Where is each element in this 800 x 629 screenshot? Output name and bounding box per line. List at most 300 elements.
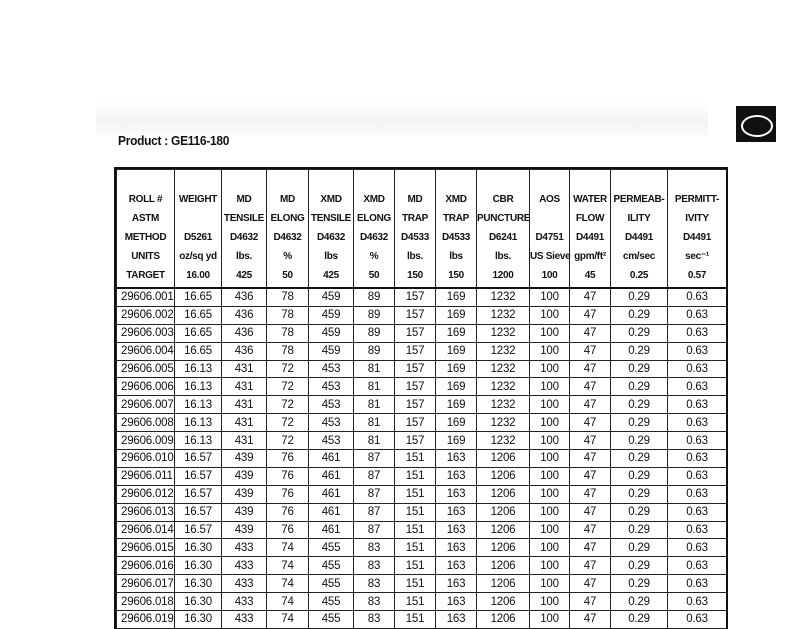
table-cell: 433 — [222, 611, 267, 629]
table-cell: 100 — [530, 378, 570, 396]
column-header-line: UNITS — [131, 251, 160, 262]
column-header-line: lbs. — [494, 251, 512, 262]
column-header-line: 425 — [323, 270, 339, 281]
column-header — [570, 170, 611, 289]
table-cell: 83 — [354, 557, 395, 575]
column-header — [395, 170, 436, 289]
table-cell: 47 — [570, 450, 611, 468]
table-cell: 81 — [354, 396, 395, 414]
table-cell: 151 — [395, 539, 436, 557]
table-cell: 455 — [309, 575, 354, 593]
table-cell: 47 — [570, 575, 611, 593]
table-cell: 1206 — [477, 557, 530, 575]
table-row — [117, 575, 727, 593]
table-cell: 169 — [436, 288, 477, 306]
column-header — [668, 170, 727, 289]
table-row — [117, 414, 727, 432]
table-cell: 1232 — [477, 360, 530, 378]
table-cell: 16.57 — [175, 485, 222, 503]
column-header-line: D4533 — [401, 232, 429, 243]
column-header-line: 0.57 — [687, 270, 707, 281]
table-cell: 436 — [222, 306, 267, 324]
table-cell: 455 — [309, 593, 354, 611]
table-cell: 169 — [436, 432, 477, 450]
product-title: Product : GE116-180 — [118, 133, 230, 148]
table-cell: 47 — [570, 432, 611, 450]
table-cell: 47 — [570, 306, 611, 324]
table-cell: 100 — [530, 557, 570, 575]
table-cell: 151 — [395, 521, 436, 539]
table-cell: 433 — [222, 593, 267, 611]
table-cell: 0.29 — [611, 432, 668, 450]
header-row — [117, 170, 727, 289]
table-cell: 0.29 — [611, 611, 668, 629]
table-cell: 81 — [354, 360, 395, 378]
table-cell: 100 — [530, 360, 570, 378]
table-cell: 0.29 — [611, 485, 668, 503]
column-header-line: D4632 — [230, 232, 258, 243]
roll-number-cell: 29606.019 — [117, 611, 175, 629]
table-cell: 1232 — [477, 288, 530, 306]
table-cell: 100 — [530, 450, 570, 468]
column-header-line: ILITY — [627, 213, 651, 224]
table-cell: 81 — [354, 378, 395, 396]
table-row — [117, 593, 727, 611]
column-header-line: % — [283, 251, 292, 262]
roll-number-cell: 29606.005 — [117, 360, 175, 378]
table-cell: 16.65 — [175, 306, 222, 324]
table-cell: 0.29 — [611, 288, 668, 306]
table-row — [117, 557, 727, 575]
column-header — [477, 170, 530, 289]
column-header-line: MD — [280, 194, 295, 205]
table-row — [117, 432, 727, 450]
column-header-line: % — [369, 251, 379, 262]
table-cell: 47 — [570, 539, 611, 557]
roll-number-cell: 29606.011 — [117, 467, 175, 485]
table-cell: 0.63 — [668, 485, 727, 503]
table-cell: 1206 — [477, 575, 530, 593]
table-row — [117, 378, 727, 396]
column-header-line: ELONG — [270, 213, 305, 224]
table-cell: 16.65 — [175, 288, 222, 306]
table-cell: 163 — [436, 503, 477, 521]
table-cell: 0.63 — [668, 360, 727, 378]
table-cell: 0.63 — [668, 414, 727, 432]
table-cell: 1232 — [477, 396, 530, 414]
table-cell: 16.57 — [175, 467, 222, 485]
table-cell: 1206 — [477, 521, 530, 539]
table-row — [117, 503, 727, 521]
table-cell: 47 — [570, 593, 611, 611]
roll-number-cell: 29606.007 — [117, 396, 175, 414]
column-header — [309, 170, 354, 289]
table-cell: 47 — [570, 414, 611, 432]
table-cell: 1232 — [477, 378, 530, 396]
table-cell: 100 — [530, 521, 570, 539]
table-cell: 0.29 — [611, 593, 668, 611]
table-cell: 0.63 — [668, 593, 727, 611]
table-cell: 47 — [570, 378, 611, 396]
table-cell: 100 — [530, 306, 570, 324]
table-cell: 87 — [354, 467, 395, 485]
table-row — [117, 324, 727, 342]
table-cell: 0.63 — [668, 288, 727, 306]
column-header-line: D4751 — [535, 232, 564, 243]
table-cell: 169 — [436, 342, 477, 360]
roll-number-cell: 29606.004 — [117, 342, 175, 360]
table-cell: 0.29 — [611, 450, 668, 468]
table-cell: 0.63 — [668, 557, 727, 575]
table-cell: 459 — [309, 342, 354, 360]
table-row — [117, 396, 727, 414]
table-cell: 169 — [436, 396, 477, 414]
table-cell: 16.13 — [175, 432, 222, 450]
column-header — [267, 170, 309, 289]
column-header-line: ROLL # — [128, 194, 163, 205]
column-header-line: lbs — [324, 251, 338, 262]
column-header — [436, 170, 477, 289]
test-results-table — [116, 169, 727, 629]
table-cell: 89 — [354, 288, 395, 306]
table-cell: 1206 — [477, 593, 530, 611]
column-header-line — [530, 209, 569, 228]
table-cell: 151 — [395, 575, 436, 593]
column-header-line: XMD — [363, 194, 385, 205]
roll-number-cell: 29606.016 — [117, 557, 175, 575]
table-cell: 461 — [309, 467, 354, 485]
table-cell: 16.30 — [175, 575, 222, 593]
table-cell: 100 — [530, 575, 570, 593]
table-cell: 72 — [267, 432, 309, 450]
table-cell: 439 — [222, 450, 267, 468]
table-cell: 47 — [570, 324, 611, 342]
table-cell: 439 — [222, 503, 267, 521]
table-cell: 151 — [395, 485, 436, 503]
table-cell: 100 — [530, 539, 570, 557]
table-cell: 0.63 — [668, 432, 727, 450]
table-cell: 163 — [436, 485, 477, 503]
table-cell: 87 — [354, 503, 395, 521]
table-cell: 0.29 — [611, 306, 668, 324]
table-cell: 453 — [309, 414, 354, 432]
test-results-table-frame — [114, 167, 728, 629]
table-cell: 169 — [436, 360, 477, 378]
table-row — [117, 288, 727, 306]
table-cell: 47 — [570, 288, 611, 306]
table-cell: 157 — [395, 288, 436, 306]
table-cell: 0.29 — [611, 360, 668, 378]
column-header-line: US Sieve — [530, 251, 571, 262]
table-cell: 83 — [354, 539, 395, 557]
table-cell: 74 — [267, 575, 309, 593]
table-cell: 87 — [354, 521, 395, 539]
column-header-line: METHOD — [124, 232, 167, 243]
table-cell: 431 — [222, 414, 267, 432]
column-header-line: D4632 — [360, 232, 388, 243]
table-cell: 453 — [309, 432, 354, 450]
table-cell: 72 — [267, 396, 309, 414]
table-cell: 157 — [395, 360, 436, 378]
column-header — [530, 170, 570, 289]
column-header-line: 50 — [282, 270, 293, 281]
table-cell: 0.29 — [611, 521, 668, 539]
table-cell: 100 — [530, 467, 570, 485]
table-cell: 433 — [222, 575, 267, 593]
column-header-line: ASTM — [131, 213, 160, 224]
table-cell: 47 — [570, 342, 611, 360]
column-header-line: ELONG — [356, 213, 392, 224]
table-cell: 431 — [222, 360, 267, 378]
table-cell: 100 — [530, 288, 570, 306]
table-cell: 47 — [570, 485, 611, 503]
column-header-line: FLOW — [575, 213, 605, 224]
table-cell: 0.63 — [668, 467, 727, 485]
table-cell: 16.57 — [175, 450, 222, 468]
table-cell: 163 — [436, 450, 477, 468]
table-cell: 1232 — [477, 306, 530, 324]
table-cell: 72 — [267, 360, 309, 378]
table-cell: 461 — [309, 485, 354, 503]
roll-number-cell: 29606.014 — [117, 521, 175, 539]
table-cell: 78 — [267, 288, 309, 306]
table-cell: 0.63 — [668, 575, 727, 593]
table-cell: 151 — [395, 611, 436, 629]
column-header-line: D5261 — [184, 232, 212, 243]
table-cell: 157 — [395, 396, 436, 414]
table-cell: 74 — [267, 611, 309, 629]
table-cell: 100 — [530, 611, 570, 629]
column-header-line: TRAP — [442, 213, 470, 224]
table-cell: 78 — [267, 306, 309, 324]
table-cell: 0.63 — [668, 611, 727, 629]
table-cell: 436 — [222, 342, 267, 360]
table-cell: 74 — [267, 557, 309, 575]
table-cell: 459 — [309, 324, 354, 342]
table-cell: 436 — [222, 288, 267, 306]
table-cell: 74 — [267, 593, 309, 611]
table-cell: 1232 — [477, 432, 530, 450]
table-cell: 455 — [309, 611, 354, 629]
table-cell: 100 — [530, 396, 570, 414]
table-cell: 1206 — [477, 539, 530, 557]
table-cell: 100 — [530, 324, 570, 342]
table-cell: 16.30 — [175, 557, 222, 575]
table-cell: 431 — [222, 432, 267, 450]
roll-number-cell: 29606.018 — [117, 593, 175, 611]
table-cell: 163 — [436, 557, 477, 575]
table-cell: 157 — [395, 306, 436, 324]
table-row — [117, 467, 727, 485]
table-cell: 100 — [530, 432, 570, 450]
table-cell: 0.29 — [611, 557, 668, 575]
oval-icon — [741, 115, 773, 137]
table-cell: 169 — [436, 324, 477, 342]
column-header-line: D4632 — [317, 232, 345, 243]
column-header-line: D4533 — [442, 232, 470, 243]
table-cell: 151 — [395, 503, 436, 521]
table-cell: 459 — [309, 288, 354, 306]
table-cell: 439 — [222, 485, 267, 503]
table-cell: 0.63 — [668, 450, 727, 468]
roll-number-cell: 29606.017 — [117, 575, 175, 593]
column-header-line: D6241 — [489, 232, 517, 243]
table-cell: 433 — [222, 557, 267, 575]
table-cell: 0.63 — [668, 539, 727, 557]
column-header-line: IVITY — [685, 213, 709, 224]
table-cell: 16.13 — [175, 396, 222, 414]
table-cell: 16.13 — [175, 378, 222, 396]
column-header — [354, 170, 395, 289]
table-cell: 83 — [354, 575, 395, 593]
column-header — [222, 170, 267, 289]
column-header-line: MD — [407, 194, 423, 205]
table-cell: 16.30 — [175, 593, 222, 611]
table-cell: 157 — [395, 378, 436, 396]
table-cell: 459 — [309, 306, 354, 324]
column-header-line: 50 — [368, 270, 380, 281]
table-cell: 436 — [222, 324, 267, 342]
table-cell: 76 — [267, 521, 309, 539]
table-cell: 1206 — [477, 503, 530, 521]
table-cell: 151 — [395, 467, 436, 485]
table-cell: 100 — [530, 342, 570, 360]
table-cell: 1206 — [477, 450, 530, 468]
table-cell: 0.29 — [611, 414, 668, 432]
table-cell: 0.63 — [668, 521, 727, 539]
table-cell: 47 — [570, 611, 611, 629]
table-cell: 157 — [395, 432, 436, 450]
table-cell: 1232 — [477, 324, 530, 342]
table-cell: 151 — [395, 593, 436, 611]
column-header-line: 150 — [407, 270, 423, 281]
column-header-line: lbs. — [406, 251, 424, 262]
table-cell: 151 — [395, 450, 436, 468]
table-cell: 1206 — [477, 485, 530, 503]
table-cell: 0.29 — [611, 467, 668, 485]
table-cell: 439 — [222, 467, 267, 485]
table-cell: 76 — [267, 503, 309, 521]
roll-number-cell: 29606.010 — [117, 450, 175, 468]
column-header-line: sec⁻¹ — [685, 251, 709, 262]
column-header-line: D4632 — [273, 232, 302, 243]
roll-number-cell: 29606.001 — [117, 288, 175, 306]
table-row — [117, 485, 727, 503]
table-cell: 16.13 — [175, 414, 222, 432]
column-header-line: 150 — [448, 270, 464, 281]
column-header — [611, 170, 668, 289]
table-cell: 439 — [222, 521, 267, 539]
table-cell: 16.65 — [175, 324, 222, 342]
column-header-line: cm/sec — [622, 251, 656, 262]
table-cell: 0.29 — [611, 539, 668, 557]
table-cell: 163 — [436, 539, 477, 557]
column-header-line: WATER — [573, 194, 607, 205]
table-cell: 76 — [267, 485, 309, 503]
table-cell: 453 — [309, 396, 354, 414]
table-cell: 47 — [570, 503, 611, 521]
table-cell: 47 — [570, 557, 611, 575]
table-cell: 100 — [530, 593, 570, 611]
roll-number-cell: 29606.013 — [117, 503, 175, 521]
table-cell: 89 — [354, 342, 395, 360]
table-cell: 78 — [267, 342, 309, 360]
roll-number-cell: 29606.006 — [117, 378, 175, 396]
table-cell: 16.30 — [175, 611, 222, 629]
table-cell: 0.29 — [611, 324, 668, 342]
table-cell: 1232 — [477, 414, 530, 432]
table-row — [117, 611, 727, 629]
table-cell: 0.63 — [668, 306, 727, 324]
table-row — [117, 521, 727, 539]
table-cell: 163 — [436, 611, 477, 629]
table-cell: 72 — [267, 378, 309, 396]
column-header — [175, 170, 222, 289]
table-cell: 0.63 — [668, 503, 727, 521]
table-cell: 1206 — [477, 611, 530, 629]
table-cell: 169 — [436, 414, 477, 432]
column-header-line: gpm/ft² — [574, 251, 606, 262]
table-row — [117, 450, 727, 468]
table-cell: 89 — [354, 324, 395, 342]
table-cell: 76 — [267, 450, 309, 468]
table-body — [117, 288, 727, 628]
column-header-line: PUNCTURE — [477, 213, 531, 224]
table-cell: 16.30 — [175, 539, 222, 557]
scan-shadow — [96, 100, 708, 136]
table-cell: 87 — [354, 485, 395, 503]
table-cell: 100 — [530, 485, 570, 503]
table-cell: 0.29 — [611, 575, 668, 593]
table-cell: 16.65 — [175, 342, 222, 360]
column-header-line: PERMITT- — [674, 194, 720, 205]
table-cell: 81 — [354, 414, 395, 432]
table-cell: 47 — [570, 396, 611, 414]
table-cell: 163 — [436, 521, 477, 539]
table-cell: 461 — [309, 521, 354, 539]
table-cell: 47 — [570, 467, 611, 485]
roll-number-cell: 29606.003 — [117, 324, 175, 342]
column-header-line: lbs. — [235, 251, 253, 262]
table-cell: 1206 — [477, 467, 530, 485]
column-header-line: lbs — [449, 251, 463, 262]
table-cell: 431 — [222, 378, 267, 396]
table-cell: 453 — [309, 360, 354, 378]
table-cell: 74 — [267, 539, 309, 557]
column-header-line: TRAP — [401, 213, 429, 224]
column-header-line: 425 — [236, 270, 252, 281]
column-header-line: TENSILE — [310, 213, 352, 224]
column-header-line: PERMEAB- — [613, 194, 665, 205]
column-header-line: 1200 — [492, 270, 514, 281]
table-cell: 47 — [570, 360, 611, 378]
table-cell: 0.63 — [668, 342, 727, 360]
table-cell: 16.57 — [175, 521, 222, 539]
roll-number-cell: 29606.008 — [117, 414, 175, 432]
roll-number-cell: 29606.012 — [117, 485, 175, 503]
table-cell: 151 — [395, 557, 436, 575]
table-cell: 78 — [267, 324, 309, 342]
table-cell: 0.29 — [611, 378, 668, 396]
table-cell: 76 — [267, 467, 309, 485]
column-header-line: AOS — [539, 194, 560, 205]
column-header-line: MD — [236, 194, 252, 205]
table-cell: 431 — [222, 396, 267, 414]
table-cell: 455 — [309, 539, 354, 557]
table-cell: 169 — [436, 378, 477, 396]
table-cell: 461 — [309, 503, 354, 521]
column-header-line: D4491 — [683, 232, 711, 243]
